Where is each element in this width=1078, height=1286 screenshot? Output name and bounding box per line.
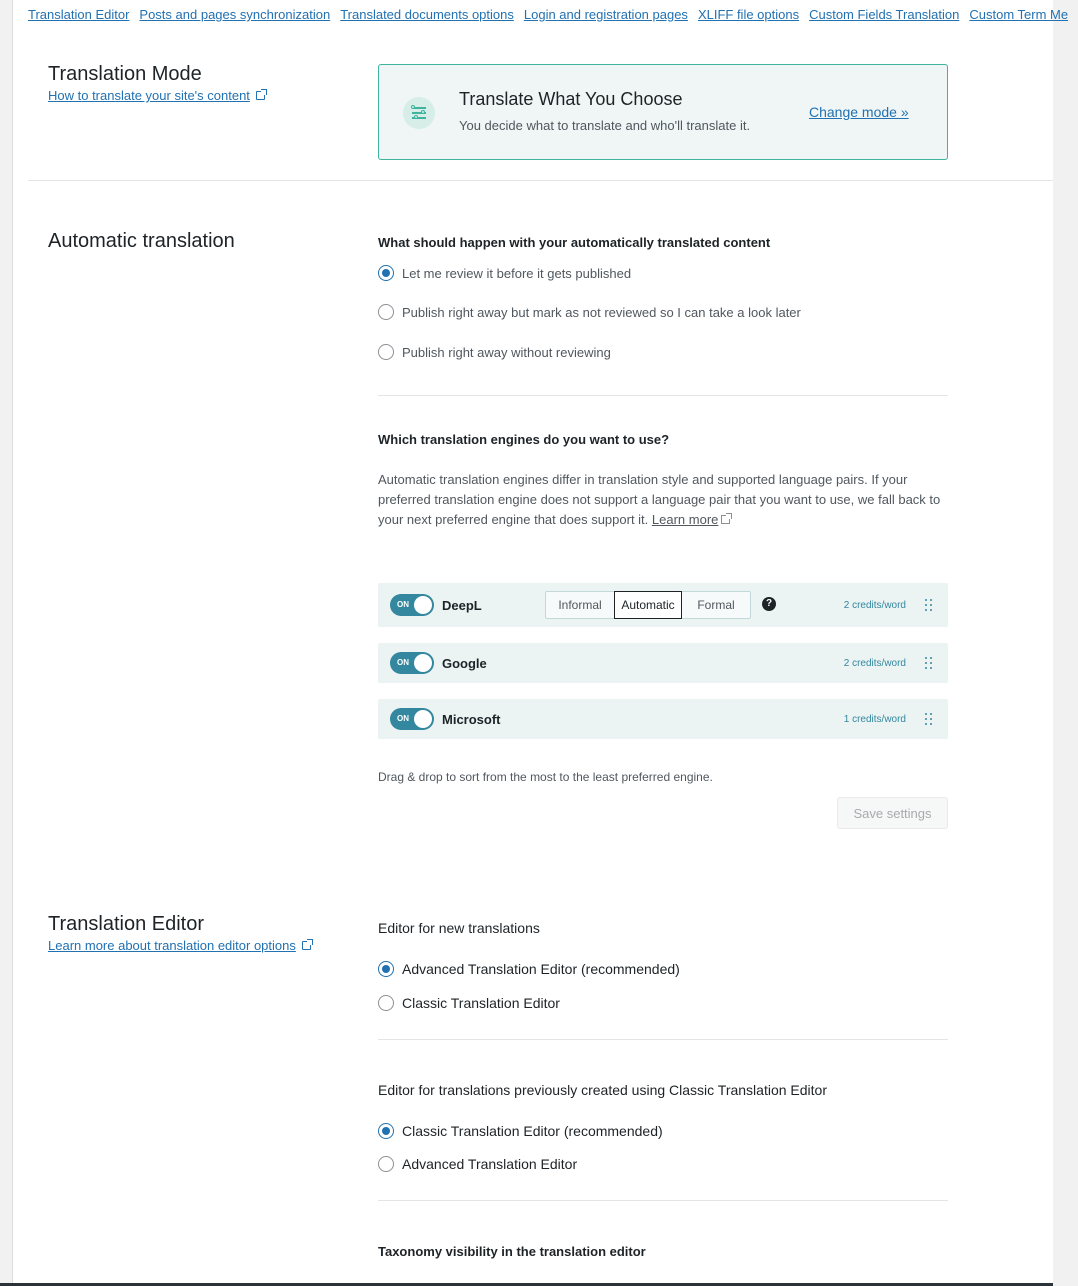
- formality-informal[interactable]: Informal: [558, 598, 602, 612]
- translation-mode-title: Translation Mode: [48, 63, 202, 85]
- toggle-knob: [414, 654, 432, 672]
- drag-handle-icon[interactable]: [925, 713, 934, 725]
- mode-card-description: You decide what to translate and who'll translate it.: [459, 118, 751, 133]
- automatic-translation-title: Automatic translation: [48, 230, 235, 252]
- settings-page: [13, 0, 1069, 1286]
- radio-review-first[interactable]: [378, 265, 394, 281]
- section-divider: [28, 180, 1053, 181]
- translation-mode-card: [378, 64, 948, 160]
- review-question: What should happen with your automatically translated content: [378, 235, 771, 250]
- review-option-publish-no-review[interactable]: [378, 344, 611, 360]
- engine-row-google: [378, 643, 948, 683]
- engine-name: Google: [442, 656, 487, 671]
- subsection-divider: [378, 1039, 948, 1040]
- toggle-knob: [414, 710, 432, 728]
- engine-credits: 2 credits/word: [843, 658, 906, 669]
- engine-toggle-google[interactable]: [390, 652, 434, 674]
- toggle-on-label: ON: [397, 714, 409, 723]
- previous-translations-label: Editor for translations previously created using Classic Translation Editor: [378, 1082, 827, 1098]
- editor-option-label: Advanced Translation Editor: [402, 1156, 578, 1172]
- formality-automatic[interactable]: Automatic: [614, 591, 682, 619]
- formality-formal[interactable]: Formal: [697, 598, 735, 612]
- change-mode-link[interactable]: Change mode »: [809, 104, 909, 120]
- nav-link-login-registration[interactable]: Login and registration pages: [523, 7, 688, 22]
- translation-editor-help-link[interactable]: [48, 938, 311, 953]
- review-option-label: Let me review it before it gets published: [402, 265, 632, 281]
- engine-credits: 1 credits/word: [843, 714, 906, 725]
- editor-option-label: Classic Translation Editor: [402, 995, 560, 1011]
- review-option-publish-mark[interactable]: [378, 304, 801, 320]
- sort-hint: Drag & drop to sort from the most to the least preferred engine.: [378, 770, 713, 784]
- engines-description: [378, 470, 948, 530]
- engines-description-text: Automatic translation engines differ in translation style and supported language pairs. If your preferred translation engine does not support a language pair that you want to use, we fall back to your next preferred engine that does support it.: [378, 472, 941, 527]
- radio-prev-classic[interactable]: [378, 1123, 394, 1139]
- review-option-label: Publish right away without reviewing: [402, 344, 611, 360]
- editor-option-label: Classic Translation Editor (recommended): [402, 1123, 663, 1139]
- engine-name: Microsoft: [442, 712, 501, 727]
- translation-editor-title: Translation Editor: [48, 913, 204, 935]
- radio-publish-no-review[interactable]: [378, 344, 394, 360]
- sliders-icon: [403, 97, 435, 129]
- help-icon[interactable]: ?: [762, 597, 776, 611]
- review-option-label: Publish right away but mark as not reviewed so I can take a look later: [402, 304, 801, 320]
- formality-selector: [545, 591, 751, 619]
- learn-more-link[interactable]: Learn more: [651, 512, 719, 527]
- toggle-on-label: ON: [397, 658, 409, 667]
- external-link-icon: [256, 91, 265, 100]
- new-editor-option-advanced[interactable]: [378, 961, 680, 977]
- engine-toggle-microsoft[interactable]: [390, 708, 434, 730]
- nav-link-xliff[interactable]: XLIFF file options: [697, 7, 800, 22]
- radio-new-advanced[interactable]: [378, 961, 394, 977]
- nav-link-translated-documents[interactable]: Translated documents options: [340, 7, 514, 22]
- translation-mode-help-label: How to translate your site's content: [48, 88, 250, 103]
- engine-credits: 2 credits/word: [843, 600, 906, 611]
- engine-toggle-deepl[interactable]: [390, 594, 434, 616]
- admin-sidebar-edge: [0, 0, 13, 1286]
- save-settings-button[interactable]: Save settings: [837, 797, 948, 829]
- subsection-divider: [378, 1200, 948, 1201]
- mode-card-title: Translate What You Choose: [459, 89, 683, 109]
- radio-publish-mark[interactable]: [378, 304, 394, 320]
- nav-link-custom-fields[interactable]: Custom Fields Translation: [809, 7, 960, 22]
- review-option-review-first[interactable]: [378, 265, 631, 281]
- nav-link-translation-editor[interactable]: Translation Editor: [28, 7, 130, 22]
- radio-prev-advanced[interactable]: [378, 1156, 394, 1172]
- nav-link-posts-pages-sync[interactable]: Posts and pages synchronization: [139, 7, 331, 22]
- translation-editor-help-label: Learn more about translation editor options: [48, 938, 296, 953]
- external-link-icon: [302, 941, 311, 950]
- drag-handle-icon[interactable]: [925, 599, 934, 611]
- new-translations-label: Editor for new translations: [378, 920, 540, 936]
- radio-new-classic[interactable]: [378, 995, 394, 1011]
- nav-link-custom-term-meta[interactable]: Custom Term Me: [969, 7, 1069, 22]
- new-editor-option-classic[interactable]: [378, 995, 560, 1011]
- engines-question: Which translation engines do you want to use?: [378, 432, 670, 447]
- toggle-on-label: ON: [397, 600, 409, 609]
- subsection-divider: [378, 395, 948, 396]
- engine-row-deepl: [378, 583, 948, 627]
- external-link-icon: [721, 515, 730, 524]
- toggle-knob: [414, 596, 432, 614]
- taxonomy-visibility-label: Taxonomy visibility in the translation editor: [378, 1244, 646, 1259]
- prev-editor-option-advanced[interactable]: [378, 1156, 577, 1172]
- editor-option-label: Advanced Translation Editor (recommended): [402, 961, 680, 977]
- translation-mode-help-link[interactable]: [48, 88, 265, 103]
- section-nav: [28, 7, 1078, 22]
- engine-name: DeepL: [442, 598, 482, 613]
- prev-editor-option-classic[interactable]: [378, 1123, 663, 1139]
- drag-handle-icon[interactable]: [925, 657, 934, 669]
- engine-row-microsoft: [378, 699, 948, 739]
